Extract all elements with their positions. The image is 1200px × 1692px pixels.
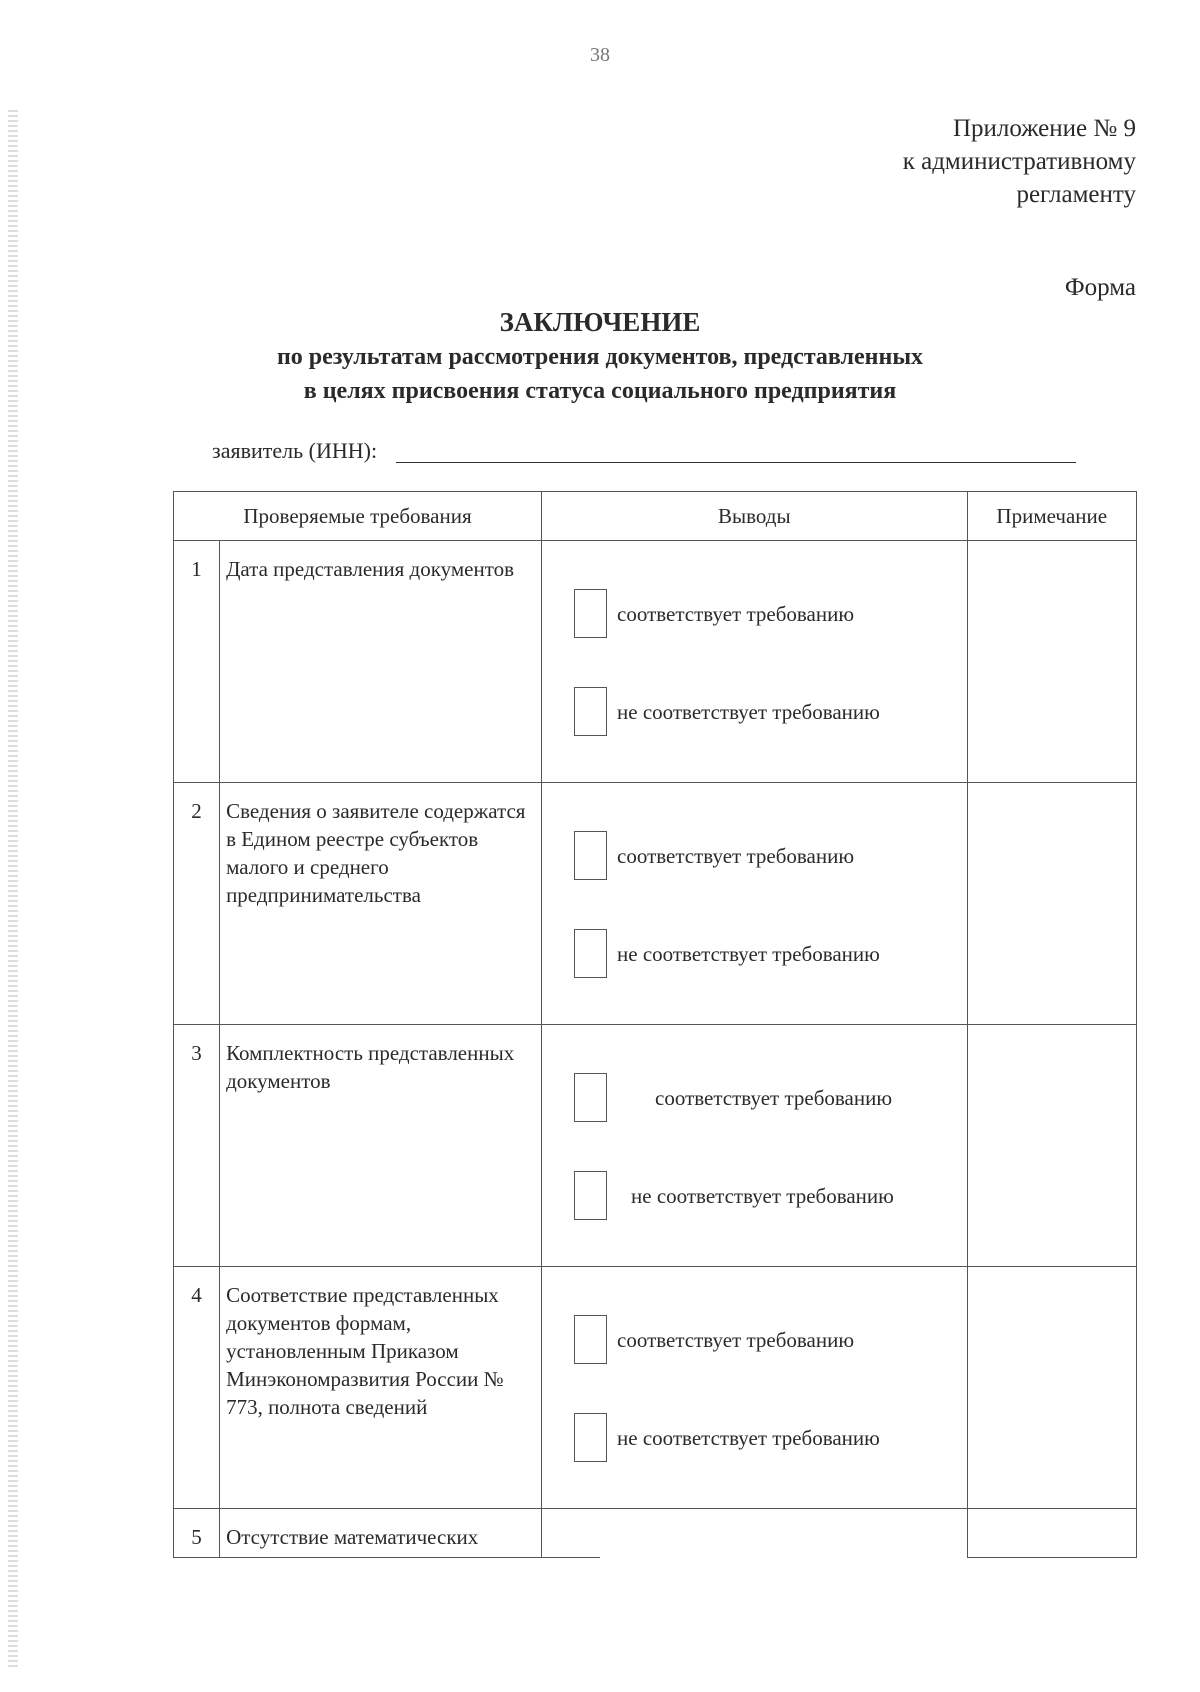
table-row (174, 1509, 1137, 1558)
table-row (174, 1025, 1137, 1267)
note-cell[interactable] (967, 783, 1136, 1025)
complies-checkbox[interactable] (574, 589, 607, 638)
complies-checkbox[interactable] (574, 1073, 607, 1122)
header-note: Примечание (967, 492, 1136, 541)
requirement-text: Дата представления документов (220, 541, 542, 783)
requirement-text: Сведения о заявителе содержатся в Едином реестре субъектов малого и среднего предпринимательства (220, 783, 542, 1025)
row-number: 1 (174, 541, 220, 783)
complies-checkbox[interactable] (574, 831, 607, 880)
requirement-text: Комплектность представленных документов (220, 1025, 542, 1267)
note-cell[interactable] (967, 1509, 1136, 1558)
title-sub-1: по результатам рассмотрения документов, представленных (276, 344, 924, 370)
applicant-label: заявитель (ИНН): (212, 438, 378, 463)
complies-label: соответствует требованию (617, 601, 855, 626)
not-complies-label: не соответствует требованию (617, 941, 880, 966)
table-bottom-stub (532, 1557, 600, 1558)
appendix-line-3: регламенту (1016, 181, 1136, 208)
option-not-complies (574, 1413, 880, 1462)
row-number: 5 (174, 1509, 220, 1558)
form-label: Форма (1064, 274, 1136, 301)
note-cell[interactable] (967, 1025, 1136, 1267)
note-cell[interactable] (967, 1267, 1136, 1509)
complies-label: соответствует требованию (655, 1085, 893, 1110)
not-complies-checkbox[interactable] (574, 929, 607, 978)
conclusion-cell (542, 1267, 968, 1509)
not-complies-label: не соответствует требованию (631, 1183, 894, 1208)
title-main: ЗАКЛЮЧЕНИЕ (499, 307, 701, 337)
appendix-line-2: к административному (902, 148, 1136, 175)
table-row (174, 541, 1137, 783)
row-number: 3 (174, 1025, 220, 1267)
requirement-text: Соответствие представленных документов формам, установленным Приказом Минэкономразвития России № 773, полнота сведений (220, 1267, 542, 1509)
conclusion-cell (542, 1509, 968, 1558)
complies-checkbox[interactable] (574, 1315, 607, 1364)
header-requirements: Проверяемые требования (174, 492, 542, 541)
appendix-line-1: Приложение № 9 (952, 115, 1136, 142)
option-complies (574, 589, 854, 638)
not-complies-label: не соответствует требованию (617, 1425, 880, 1450)
appendix-note (903, 112, 1136, 211)
table-header-row (174, 492, 1137, 541)
not-complies-checkbox[interactable] (574, 1171, 607, 1220)
option-complies (574, 1315, 854, 1364)
applicant-inn-field[interactable] (396, 462, 1076, 463)
complies-label: соответствует требованию (617, 843, 855, 868)
option-not-complies (574, 687, 880, 736)
option-not-complies (574, 1171, 894, 1220)
row-number: 2 (174, 783, 220, 1025)
requirements-table (173, 491, 1137, 1558)
option-complies (574, 1073, 892, 1122)
page-number: 38 (590, 44, 610, 66)
table-row (174, 1267, 1137, 1509)
table-row (174, 783, 1137, 1025)
option-not-complies (574, 929, 880, 978)
not-complies-checkbox[interactable] (574, 687, 607, 736)
conclusion-cell (542, 783, 968, 1025)
complies-label: соответствует требованию (617, 1327, 855, 1352)
document-title (0, 304, 1200, 408)
row-number: 4 (174, 1267, 220, 1509)
note-cell[interactable] (967, 541, 1136, 783)
not-complies-checkbox[interactable] (574, 1413, 607, 1462)
not-complies-label: не соответствует требованию (617, 699, 880, 724)
header-conclusions: Выводы (542, 492, 968, 541)
option-complies (574, 831, 854, 880)
conclusion-cell (542, 541, 968, 783)
conclusion-cell (542, 1025, 968, 1267)
requirement-text: Отсутствие математических (220, 1509, 542, 1558)
title-sub-2: в целях присвоения статуса социального предприятия (303, 378, 897, 404)
